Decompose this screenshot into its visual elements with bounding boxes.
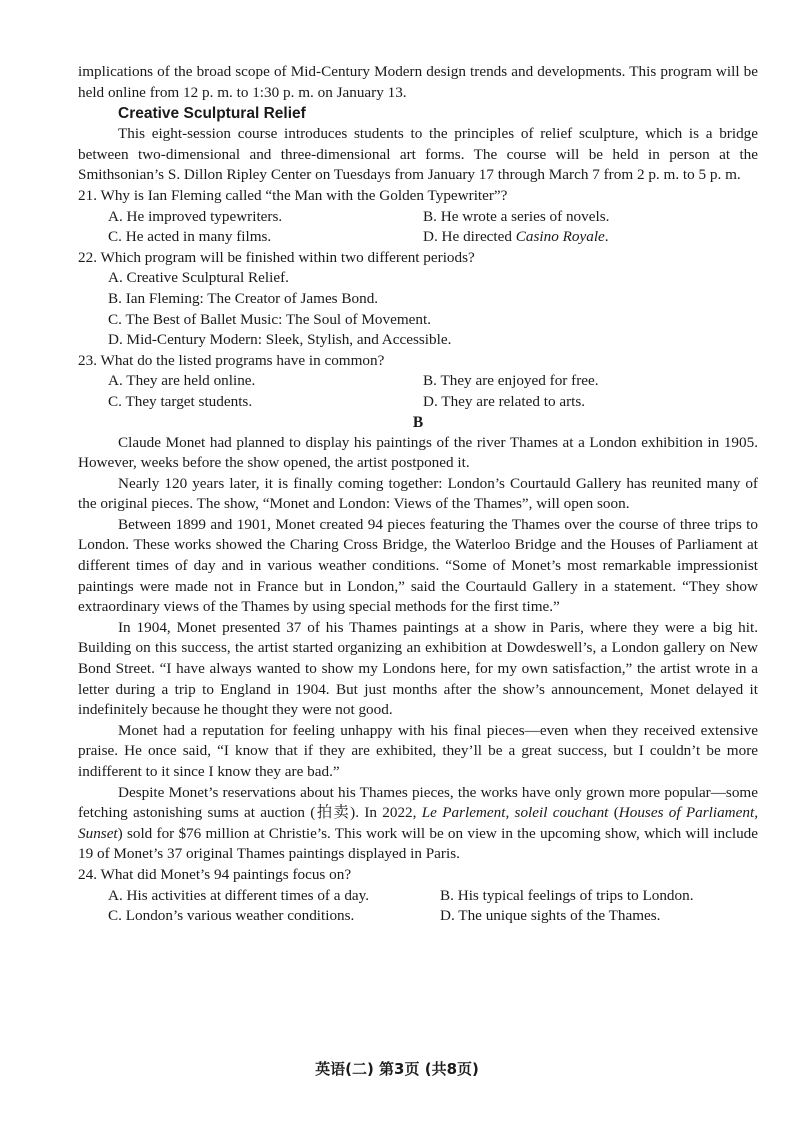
option-a: A. His activities at different times of a day.	[108, 886, 370, 904]
page-footer: 英语(二) 第3页 (共8页)	[315, 1060, 479, 1078]
option-c: C. The Best of Ballet Music: The Soul of Movement.	[108, 310, 431, 328]
p6-title-2: Houses of Parliament, Sunset	[78, 804, 759, 842]
option-b: B. They are enjoyed for free.	[423, 372, 599, 390]
section-heading: Creative Sculptural Relief	[118, 105, 306, 123]
question-22	[78, 248, 758, 351]
option-b: B. His typical feelings of trips to London.	[440, 886, 694, 904]
question-stem: 21. Why is Ian Fleming called “the Man with the Golden Typewriter”?	[78, 186, 508, 204]
option-b: B. Ian Fleming: The Creator of James Bond.	[108, 289, 379, 307]
section-paragraph: This eight-session course introduces students to the principles of relief sculpture, which is a bridge between two-dimensional and three-dimensional art forms. The course will be held in person at the Smithsonian’s S. Dillon Ripley Center on Tuesdays from January 17 through March 7 from 2 p. m. to 5 p. m.	[78, 125, 758, 184]
p6-part-a: Despite Monet’s reservations about his Thames pieces, the works have only grown more popular—some fetching astonishing sums at auction (拍卖). In 2022,	[78, 783, 758, 822]
question-24	[78, 865, 758, 927]
question-23	[78, 351, 758, 413]
question-21	[78, 186, 758, 248]
option-c: C. They target students.	[108, 392, 253, 410]
passage-paragraph-2: Nearly 120 years later, it is finally coming together: London’s Courtauld Gallery has reunited many of the original pieces. The show, “Monet and London: Views of the Thames”, will open soon.	[78, 474, 758, 513]
option-d-prefix: D. He directed	[423, 228, 516, 246]
page-content	[78, 62, 758, 927]
passage-paragraph-4: In 1904, Monet presented 37 of his Thames paintings at a show in Paris, where they were a big hit. Building on this success, the artist started organizing an exhibition at Dowdeswell’s, a London gallery on New Bond Street. “I have always wanted to show my Londons here, for my own satisfaction,” the artist wrote in a letter during a trip to England in 1904. But just months after the show’s announcement, Monet delayed it indefinitely because he thought they were not good.	[78, 618, 758, 719]
p6-title-1: Le Parlement, soleil couchant	[421, 804, 609, 822]
option-a: A. They are held online.	[108, 372, 256, 390]
question-stem: 24. What did Monet’s 94 paintings focus on?	[78, 865, 352, 883]
passage-paragraph-3: Between 1899 and 1901, Monet created 94 pieces featuring the Thames over the course of three trips to London. These works showed the Charing Cross Bridge, the Waterloo Bridge and the Houses of Parliament at different times of day and in various weather conditions. “Some of Monet’s most remarkable impressionist paintings were made not in France but in London,” said the Courtauld Gallery in a statement. “They show extraordinary views of the Thames by using special methods for the first time.”	[78, 515, 758, 616]
option-d: D. The unique sights of the Thames.	[440, 907, 661, 925]
passage-paragraph-5: Monet had a reputation for feeling unhappy with his final pieces—even when they received extensive praise. He once said, “I know that if they are exhibited, they’ll be a great success, but I couldn’t be more indifferent to it since I know they are bad.”	[78, 721, 758, 780]
option-d: D. They are related to arts.	[423, 392, 586, 410]
passage-paragraph-6	[78, 783, 758, 865]
question-stem: 23. What do the listed programs have in common?	[78, 351, 385, 369]
question-stem: 22. Which program will be finished within two different periods?	[78, 248, 475, 266]
option-d-suffix: .	[604, 228, 609, 246]
option-b: B. He wrote a series of novels.	[423, 207, 610, 225]
p6-part-b: (	[608, 804, 619, 822]
option-d-title: Casino Royale	[515, 228, 605, 246]
part-label: B	[412, 413, 424, 431]
option-a: A. He improved typewriters.	[108, 207, 283, 225]
option-c: C. London’s various weather conditions.	[108, 907, 355, 925]
option-d: D. Mid-Century Modern: Sleek, Stylish, and Accessible.	[108, 331, 452, 349]
intro-paragraph: implications of the broad scope of Mid-Century Modern design trends and developments. This program will be held online from 12 p. m. to 1:30 p. m. on January 13.	[78, 63, 758, 101]
option-c: C. He acted in many films.	[108, 228, 272, 246]
p6-part-c: ) sold for $76 million at Christie’s. This work will be on view in the upcoming show, which will include 19 of Monet’s 37 original Thames paintings displayed in Paris.	[78, 824, 758, 863]
option-d	[423, 227, 758, 248]
option-a: A. Creative Sculptural Relief.	[108, 269, 289, 287]
passage-paragraph-1: Claude Monet had planned to display his paintings of the river Thames at a London exhibition in 1905. However, weeks before the show opened, the artist postponed it.	[78, 433, 758, 472]
